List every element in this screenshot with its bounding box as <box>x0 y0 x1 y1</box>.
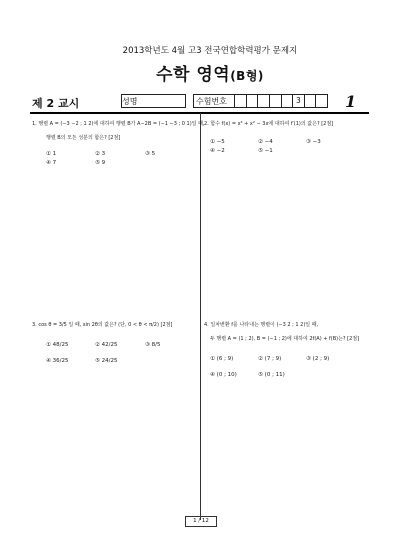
q1-option-3[interactable]: ③ 5 <box>145 151 156 157</box>
q2-option-1[interactable]: ① −5 <box>210 139 225 145</box>
q3-option-1[interactable]: ① 48/25 <box>46 342 69 348</box>
q1-line2: 행렬 B의 모든 성분의 합은? [2점] <box>46 135 121 141</box>
q4-option-4[interactable]: ④ (0 ; 10) <box>210 372 237 378</box>
q1-line1: 1. 행렬 A = (−3 −2 ; 1 2)에 대하여 행렬 B가 A−2B = (−1 −3 ; 0 1)일 때, <box>32 121 205 127</box>
q4-option-1[interactable]: ① (6 ; 9) <box>210 356 234 362</box>
q4-option-2[interactable]: ② (7 ; 9) <box>258 356 282 362</box>
q3-option-2[interactable]: ② 42/25 <box>95 342 118 348</box>
q4-line1: 4. 일차변환 f를 나타내는 행렬이 (−3 2 ; 1 2)일 때, <box>204 322 319 328</box>
name-label: 성명 <box>122 97 138 106</box>
page-indicator: 1 / 12 <box>185 516 217 527</box>
q3-option-5[interactable]: ⑤ 24/25 <box>95 358 118 364</box>
number-cell <box>282 95 294 107</box>
number-cell <box>247 95 259 107</box>
number-cell-digit: 3 <box>293 95 305 107</box>
q3-line1: 3. cos θ = 3/5 일 때, sin 2θ의 값은? (단, 0 < θ < π/2) [2점] <box>32 322 173 328</box>
q1-option-2[interactable]: ② 3 <box>95 151 106 157</box>
subject-type: (B형) <box>230 69 264 83</box>
number-cell <box>316 95 327 107</box>
q1-option-5[interactable]: ⑤ 9 <box>95 160 106 166</box>
q2-option-2[interactable]: ② −4 <box>258 139 273 145</box>
q3-option-3[interactable]: ③ 8/5 <box>145 342 161 348</box>
subject-title <box>130 60 290 85</box>
q1-option-4[interactable]: ④ 7 <box>46 160 57 166</box>
page-current: 1 <box>193 518 197 524</box>
page-total: 12 <box>201 518 209 524</box>
number-label: 수험번호 <box>196 97 227 106</box>
q2-option-3[interactable]: ③ −3 <box>306 139 321 145</box>
q4-option-3[interactable]: ③ (2 ; 9) <box>306 356 330 362</box>
q4-option-5[interactable]: ⑤ (0 ; 11) <box>258 372 285 378</box>
number-cell <box>235 95 247 107</box>
number-cell <box>270 95 282 107</box>
number-cell <box>305 95 317 107</box>
q2-option-5[interactable]: ⑤ −1 <box>258 148 273 154</box>
subject-name: 수학 영역 <box>156 65 231 85</box>
exam-header: 2013학년도 4월 고3 전국연합학력평가 문제지 <box>122 46 298 56</box>
q3-option-4[interactable]: ④ 36/25 <box>46 358 69 364</box>
column-divider <box>200 113 201 520</box>
q4-line2: 두 행렬 A = (1 ; 2), B = (−1 ; 2)에 대하여 2f(A) + f(B)는? [2점] <box>210 336 360 342</box>
number-cell <box>258 95 270 107</box>
q1-option-1[interactable]: ① 1 <box>46 151 57 157</box>
q2-option-4[interactable]: ④ −2 <box>210 148 225 154</box>
page-number: 1 <box>345 92 357 111</box>
q2-line1: 2. 함수 f(x) = x³ + x² − 3x에 대하여 f′(1)의 값은? [2점] <box>204 121 334 127</box>
session-label: 제 2 교시 <box>32 97 80 110</box>
